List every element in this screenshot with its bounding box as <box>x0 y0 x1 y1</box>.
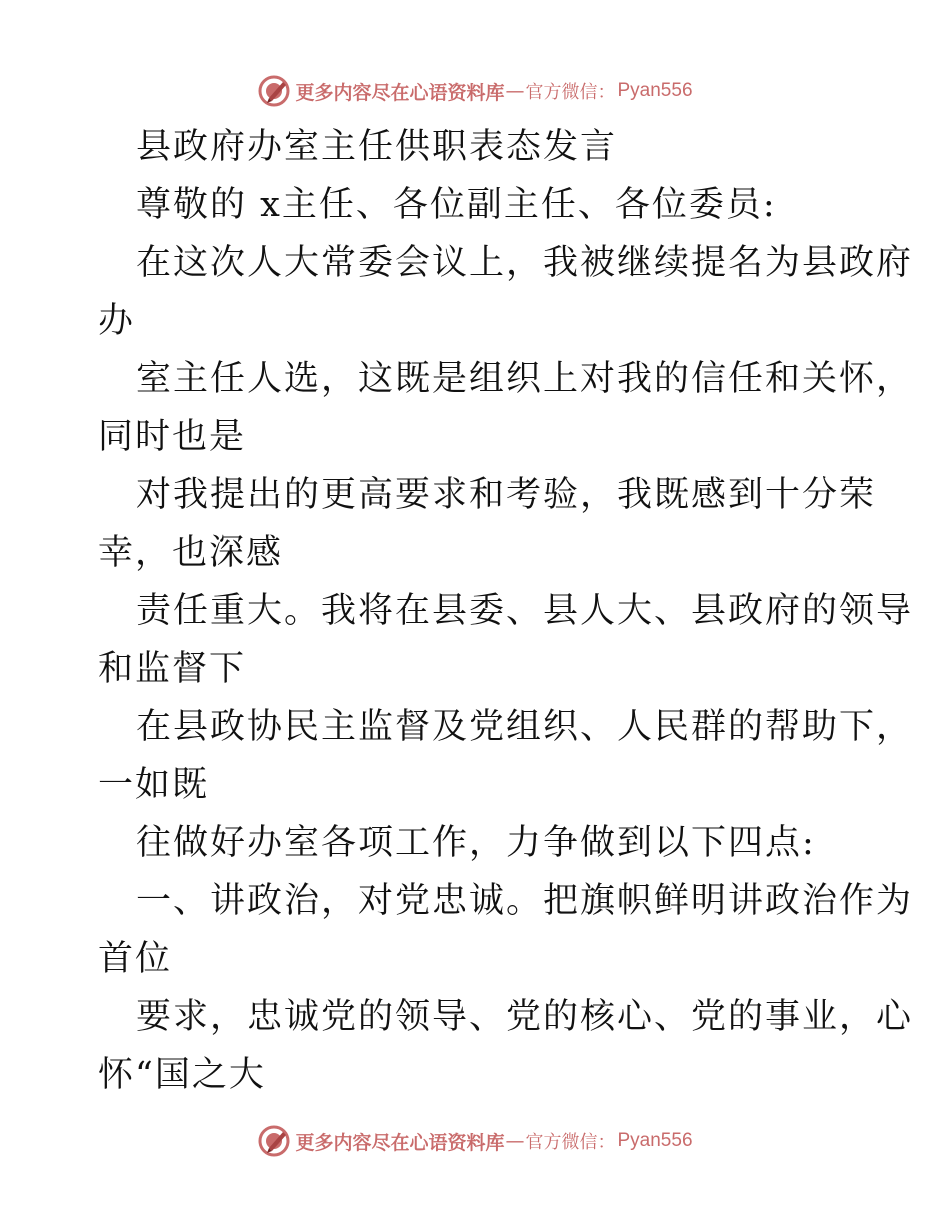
text-line: 怀“国之大 <box>98 1055 266 1095</box>
text-line: 同时也是 <box>98 417 247 457</box>
watermark-dash: — <box>505 1130 525 1152</box>
pen-logo-icon <box>257 74 291 108</box>
text-line: 首位 <box>98 939 173 979</box>
text-line: 责任重大。我将在县委、县人大、县政府的领导 <box>136 591 914 631</box>
watermark-main-text: 更多内容尽在心语资料库 <box>295 1131 505 1154</box>
text-line: 往做好办室各项工作，力争做到以下四点: <box>136 823 816 863</box>
text-line: 在这次人大常委会议上，我被继续提名为县政府 <box>136 243 914 283</box>
text-line: 室主任人选，这既是组织上对我的信任和关怀， <box>136 359 914 399</box>
text-line: 一如既 <box>98 765 210 805</box>
text-line: 一、讲政治，对党忠诚。把旗帜鲜明讲政治作为 <box>136 881 914 921</box>
text-line: 对我提出的更高要求和考验，我既感到十分荣 <box>136 475 877 515</box>
watermark-wechat-id: Pyan556 <box>617 1130 693 1151</box>
watermark-sub-text: 官方微信： <box>525 1132 616 1153</box>
document-title: 县政府办室主任供职表态发言 <box>136 127 618 167</box>
pen-logo-icon <box>257 1124 291 1158</box>
watermark-wechat-id: Pyan556 <box>617 80 693 101</box>
watermark-dash: — <box>505 80 525 102</box>
text-line: 幸，也深感 <box>98 533 284 573</box>
watermark-main-text: 更多内容尽在心语资料库 <box>295 81 505 104</box>
footer-watermark <box>0 1121 950 1161</box>
text-line: 和监督下 <box>98 649 247 689</box>
header-watermark <box>0 71 950 111</box>
salutation: 尊敬的 x主任、各位副主任、各位委员: <box>136 185 777 225</box>
text-line: 办 <box>98 301 136 341</box>
text-line: 要求，忠诚党的领导、党的核心、党的事业，心 <box>136 997 914 1037</box>
watermark-sub-text: 官方微信： <box>525 82 616 103</box>
text-line: 在县政协民主监督及党组织、人民群的帮助下， <box>136 707 914 747</box>
